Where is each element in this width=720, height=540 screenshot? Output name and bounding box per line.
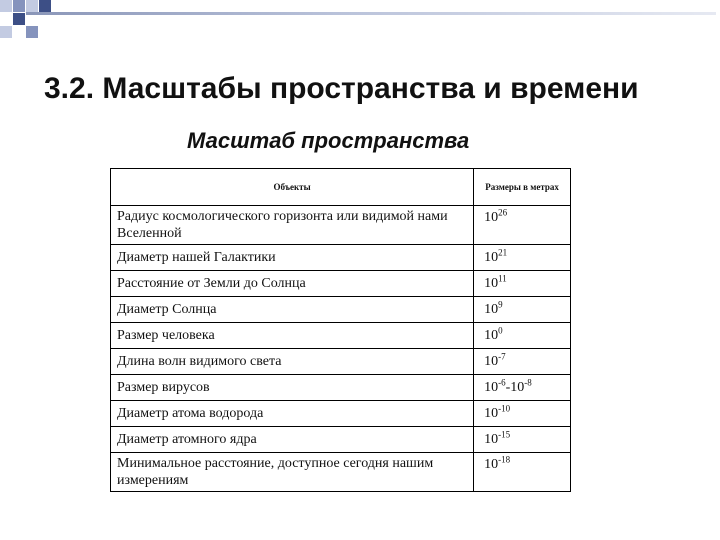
size-exponent: -7 [498, 351, 506, 362]
table-row [111, 349, 571, 375]
size-base: 10 [484, 250, 499, 265]
object-cell: Диаметр атомного ядра [111, 427, 474, 453]
object-cell: Диаметр Солнца [111, 297, 474, 323]
object-cell: Размер человека [111, 323, 474, 349]
decor-square [13, 0, 25, 12]
size-base: 10 [484, 276, 499, 291]
decor-square [26, 0, 38, 12]
object-cell: Диаметр нашей Галактики [111, 245, 474, 271]
size-base: 10 [510, 380, 525, 395]
table-header-row [111, 169, 571, 206]
table-row [111, 427, 571, 453]
size-base: 10 [484, 406, 499, 421]
size-exponent: 9 [498, 299, 503, 310]
size-cell [474, 349, 571, 375]
object-cell: Размер вирусов [111, 375, 474, 401]
size-exponent: -6 [498, 377, 506, 388]
table-row [111, 453, 571, 492]
table-row [111, 245, 571, 271]
size-cell [474, 271, 571, 297]
slide-subtitle: Масштаб пространства [187, 128, 470, 153]
size-cell [474, 297, 571, 323]
size-cell [474, 375, 571, 401]
decor-square [0, 26, 12, 38]
size-exponent: 11 [498, 273, 507, 284]
size-base: 10 [484, 302, 499, 317]
size-exponent: -15 [498, 429, 511, 440]
size-exponent: 26 [498, 207, 508, 218]
size-base: 10 [484, 457, 499, 472]
size-base: 10 [484, 328, 499, 343]
table-row [111, 206, 571, 245]
size-cell [474, 245, 571, 271]
decor-square [0, 0, 12, 12]
size-cell [474, 427, 571, 453]
size-base: 10 [484, 210, 499, 225]
table-row [111, 323, 571, 349]
scale-table [110, 168, 571, 492]
size-range-separator: - [505, 380, 511, 395]
decor-stripe [26, 12, 716, 15]
size-base: 10 [484, 432, 499, 447]
decor-square [26, 26, 38, 38]
size-cell [474, 206, 571, 245]
object-cell: Длина волн видимого света [111, 349, 474, 375]
size-cell [474, 453, 571, 492]
header-objects: Объекты [111, 169, 474, 206]
table-row [111, 375, 571, 401]
object-cell: Минимальное расстояние, доступное сегодня нашим измерениям [111, 453, 474, 492]
decor-square [13, 13, 25, 25]
decor-square [39, 0, 51, 12]
size-exponent: -8 [524, 377, 532, 388]
size-base: 10 [484, 380, 499, 395]
size-base: 10 [484, 354, 499, 369]
size-exponent: 0 [498, 325, 503, 336]
object-cell: Диаметр атома водорода [111, 401, 474, 427]
header-sizes: Размеры в метрах [474, 169, 571, 206]
decorative-header [0, 0, 720, 40]
object-cell: Радиус космологического горизонта или видимой нами Вселенной [111, 206, 474, 245]
size-cell [474, 401, 571, 427]
table-row [111, 401, 571, 427]
size-exponent: -10 [498, 403, 511, 414]
size-exponent: -18 [498, 454, 511, 465]
table-row [111, 297, 571, 323]
slide-title: 3.2. Масштабы пространства и времени [44, 72, 639, 105]
table-row [111, 271, 571, 297]
size-exponent: 21 [498, 247, 508, 258]
object-cell: Расстояние от Земли до Солнца [111, 271, 474, 297]
size-cell [474, 323, 571, 349]
